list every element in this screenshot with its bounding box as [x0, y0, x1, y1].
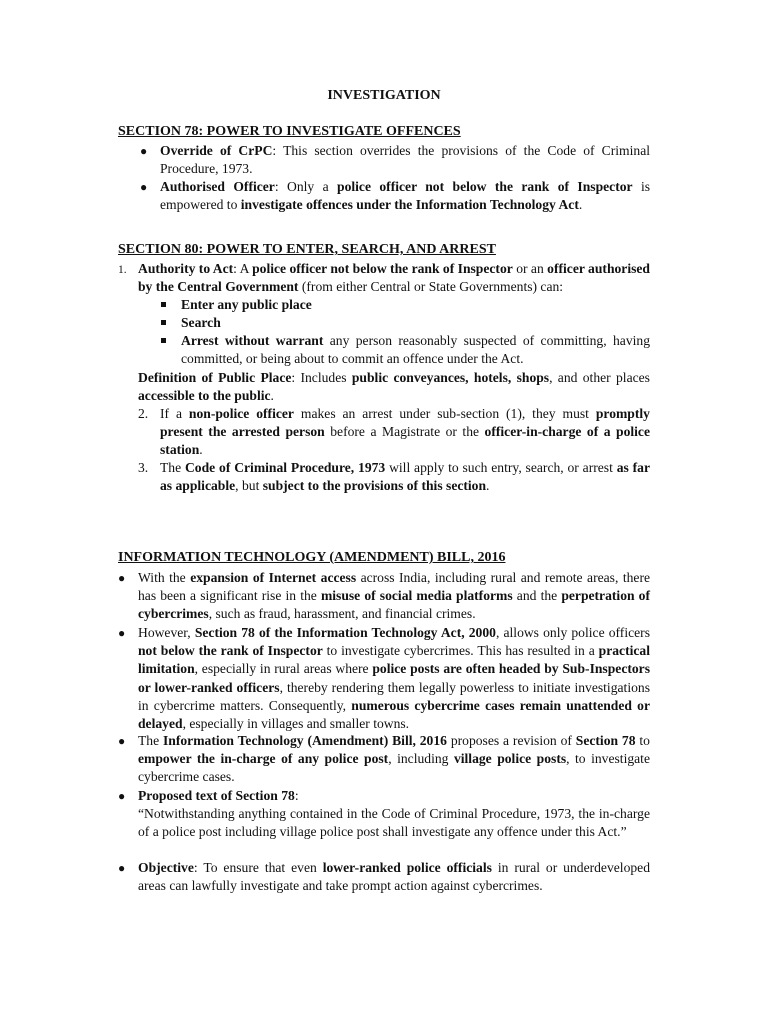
bold-text: Definition of Public Place	[138, 370, 292, 385]
bold-text: Proposed text of Section 78	[138, 788, 295, 803]
s80-item-3	[160, 459, 650, 495]
bold-text: not below the rank of Inspector	[138, 643, 323, 659]
text: .	[486, 478, 490, 494]
text: is empowered to	[160, 179, 651, 213]
bill-point-5	[138, 859, 650, 895]
text: : A	[233, 261, 253, 276]
bold-text: village police posts	[453, 751, 567, 767]
list-number: 3.	[138, 460, 149, 475]
bold-text: Section 78	[575, 733, 636, 748]
text: across India, including rural and remote areas, there has been a significant rise in the	[138, 570, 651, 604]
bold-text: Arrest without warrant	[181, 333, 324, 348]
square-bullet-icon	[161, 302, 166, 307]
bold-text: investigate offences under the Information Technology Act	[240, 197, 579, 213]
bold-text: police officer not below the rank of Inspector	[252, 261, 513, 276]
text: proposes a revision of	[446, 733, 576, 748]
square-bullet-icon	[161, 320, 166, 325]
bold-text: Authority to Act	[138, 261, 234, 276]
text: , thereby rendering them legally powerless to initiate investigations in cybercrime matters. Consequently,	[138, 679, 650, 713]
bold-text: police officer not below the rank of Inspector	[337, 179, 633, 194]
text: , especially in rural areas where	[194, 661, 373, 677]
bill-point-2	[138, 624, 650, 733]
bold-text: perpetration of cybercrimes	[138, 588, 651, 622]
bold-text: Code of Criminal Procedure, 1973	[184, 460, 386, 475]
bold-text: Override of CrPC	[160, 143, 273, 158]
s80-sub-item	[181, 296, 650, 314]
bold-text: officer authorised by the Central Government	[138, 261, 650, 295]
bold-text: accessible to the public	[138, 388, 271, 404]
document-title: INVESTIGATION	[327, 88, 441, 103]
text: :	[294, 788, 299, 803]
bold-text: Section 78 of the Information Technology Act, 2000	[194, 625, 496, 640]
bold-text: expansion of Internet access	[190, 570, 357, 585]
bullet-icon: ●	[118, 861, 126, 875]
text: : Only a	[274, 179, 338, 194]
text: (from either Central or State Governments) can:	[298, 279, 564, 295]
it-bill-heading: INFORMATION TECHNOLOGY (AMENDMENT) BILL, 2016	[118, 550, 506, 565]
text: .	[270, 388, 274, 404]
bold-text: lower-ranked police officials	[322, 860, 492, 875]
s78-override-item	[160, 142, 650, 178]
text: to investigate cybercrimes. This has resulted in a	[322, 643, 599, 659]
text: .	[578, 197, 583, 213]
s80-sub-item	[181, 314, 650, 332]
text: before a Magistrate or the	[324, 424, 485, 440]
bold-text: subject to the provisions of this section	[262, 478, 487, 494]
s80-item-1	[138, 260, 650, 296]
bullet-icon: ●	[118, 734, 126, 748]
bullet-icon: ●	[140, 180, 148, 194]
text: With the	[138, 570, 191, 585]
text: If a	[160, 406, 189, 421]
bold-text: non-police officer	[188, 406, 294, 421]
text: : This section overrides the provisions of the Code of Criminal Procedure, 1973.	[160, 143, 651, 177]
bill-point-1	[138, 569, 650, 624]
text: The	[138, 733, 163, 748]
s78-authorised-item	[160, 178, 650, 214]
text: : Includes	[291, 370, 352, 385]
text: : To ensure that even	[193, 860, 323, 875]
bold-text: numerous cybercrime cases remain unattended or delayed	[138, 697, 651, 732]
bold-text: as far as applicable	[160, 460, 651, 494]
s80-sub-item	[181, 332, 650, 368]
text: makes an arrest under sub-section (1), they must	[293, 406, 596, 421]
text: , especially in villages and smaller towns.	[182, 716, 410, 732]
text: , including	[388, 751, 454, 767]
bold-text: misuse of social media platforms	[320, 588, 513, 604]
text: , allows only police officers	[495, 625, 650, 640]
text: , but	[235, 478, 263, 494]
square-bullet-icon	[161, 338, 166, 343]
text: , and other places	[549, 370, 650, 385]
text: any person reasonably suspected of committing, having committed, or being about to commit an offence under the Act.	[181, 333, 650, 367]
bold-text: police posts are often headed by Sub-Inspectors or lower-ranked officers	[138, 661, 650, 695]
bold-text: Information Technology (Amendment) Bill, 2016	[163, 733, 447, 748]
text: .	[199, 442, 203, 458]
text: , to investigate cybercrime cases.	[138, 751, 650, 785]
list-number: 2.	[138, 406, 149, 421]
bullet-icon: ●	[118, 626, 126, 640]
bullet-icon: ●	[118, 571, 126, 585]
list-number: 1.	[118, 264, 127, 276]
bold-text: public conveyances, hotels, shops	[351, 370, 550, 385]
bill-point-4	[138, 787, 650, 842]
s80-item-2	[160, 405, 650, 460]
text: The	[160, 460, 185, 475]
proposed-text-quote: “Notwithstanding anything contained in the Code of Criminal Procedure, 1973, the in-charge of a police post including village police post shall investigate any offence under this Act.”	[138, 806, 650, 840]
text: or an	[512, 261, 548, 276]
text: in rural or underdeveloped areas can lawfully investigate and take prompt action against cybercrimes.	[138, 860, 650, 894]
bullet-icon: ●	[118, 789, 126, 803]
bold-text: Objective	[138, 860, 194, 875]
bill-point-3	[138, 732, 650, 787]
bold-text: practical limitation	[138, 643, 650, 677]
bold-text: Enter any public place	[181, 297, 312, 312]
text: will apply to such entry, search, or arrest	[385, 460, 617, 475]
bold-text: empower the in-charge of any police post	[138, 751, 389, 767]
bold-text: promptly present the arrested person	[160, 406, 650, 440]
text: , such as fraud, harassment, and financial crimes.	[208, 606, 476, 622]
text: to	[635, 733, 650, 748]
section-78-heading: SECTION 78: POWER TO INVESTIGATE OFFENCES	[118, 124, 461, 139]
text: and the	[512, 588, 562, 604]
section-80-heading: SECTION 80: POWER TO ENTER, SEARCH, AND ARREST	[118, 242, 496, 257]
bold-text: officer-in-charge of a police station	[160, 424, 651, 458]
text: However,	[138, 625, 195, 640]
bullet-icon: ●	[140, 144, 148, 158]
public-place-definition	[138, 369, 650, 405]
bold-text: Authorised Officer	[160, 179, 275, 194]
bold-text: Search	[181, 315, 221, 330]
